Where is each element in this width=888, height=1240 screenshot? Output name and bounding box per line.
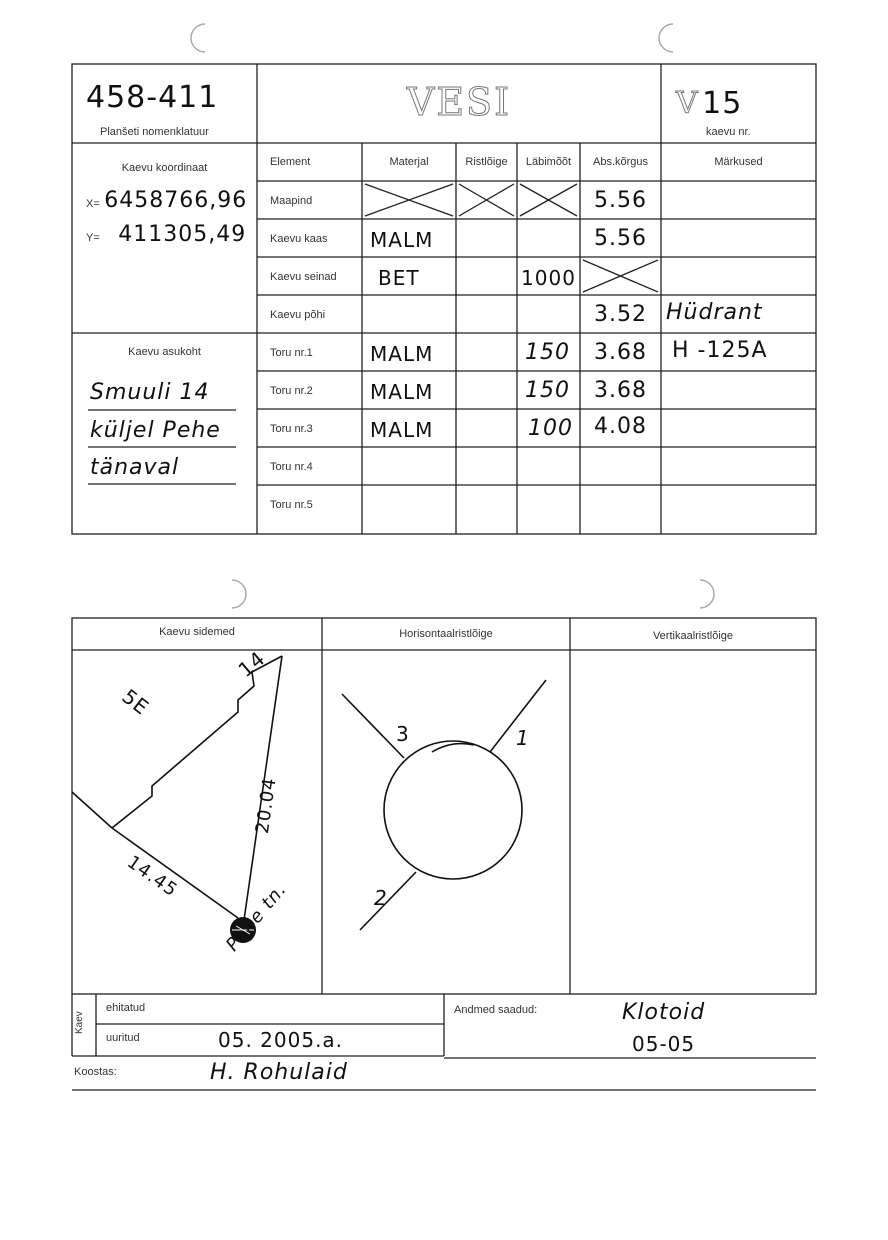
row-korgus: 4.08 xyxy=(594,414,647,439)
location-caption: Kaevu asukoht xyxy=(128,346,201,358)
well-prefix: V xyxy=(676,86,698,121)
house-label: 14 xyxy=(233,645,270,683)
col-labimoot: Läbimõõt xyxy=(525,156,572,168)
col-markused: Märkused xyxy=(714,156,763,168)
row-element: Kaevu seinad xyxy=(270,271,337,283)
footer-side-label: Kaev xyxy=(74,1011,85,1034)
row-korgus: 3.68 xyxy=(594,340,647,365)
pipe-label-3: 3 xyxy=(396,722,410,746)
distance-a-label: 20.04 xyxy=(251,776,281,835)
row-labimoot: 150 xyxy=(525,378,570,403)
location-line-3: tänaval xyxy=(90,455,180,480)
row-element: Kaevu kaas xyxy=(270,233,328,245)
row-labimoot: 150 xyxy=(525,340,570,365)
y-value: 411305,49 xyxy=(118,222,247,247)
col-materjal: Materjal xyxy=(389,156,429,168)
built-label: ehitatud xyxy=(106,1002,146,1014)
col-element: Element xyxy=(270,156,311,168)
row-labimoot: 1000 xyxy=(521,266,576,290)
row-materjal: MALM xyxy=(370,380,434,404)
sidemed-title: Kaevu sidemed xyxy=(159,626,235,638)
row-element: Maapind xyxy=(270,195,313,207)
row-materjal: MALM xyxy=(370,342,434,366)
row-materjal: MALM xyxy=(370,228,434,252)
row-korgus: 5.56 xyxy=(594,226,647,251)
compiled-value: H. Rohulaid xyxy=(210,1060,348,1085)
y-label: Y= xyxy=(86,232,100,244)
coordinates-caption: Kaevu koordinaat xyxy=(121,162,208,174)
pipe-label-2: 2 xyxy=(374,886,388,910)
row-materjal: MALM xyxy=(370,418,434,442)
row-element: Kaevu põhi xyxy=(270,309,326,321)
street-label: 5E xyxy=(117,684,154,720)
row-element: Toru nr.5 xyxy=(270,499,313,511)
row-korgus: 3.52 xyxy=(594,302,647,327)
row-markused: Hüdrant xyxy=(666,300,763,325)
row-element: Toru nr.3 xyxy=(270,423,313,435)
row-element: Toru nr.4 xyxy=(270,461,313,473)
data-source-date: 05-05 xyxy=(632,1032,696,1056)
measured-value: 05. 2005.a. xyxy=(218,1028,344,1052)
row-element: Toru nr.1 xyxy=(270,347,313,359)
data-source-label: Andmed saadud: xyxy=(454,1004,538,1016)
row-markused: H -125A xyxy=(672,338,768,363)
well-number: 15 xyxy=(702,86,743,121)
measured-label: uuritud xyxy=(106,1032,140,1044)
pipe-label-1: 1 xyxy=(516,726,530,750)
compiled-label: Koostas: xyxy=(74,1066,117,1078)
well-note-label: Pehe tn. xyxy=(222,878,292,956)
data-source-value: Klotoid xyxy=(622,1000,706,1025)
plan-caption: Planšeti nomenklatuur xyxy=(100,126,209,138)
location-line-1: Smuuli 14 xyxy=(90,380,210,405)
row-korgus: 5.56 xyxy=(594,188,647,213)
plan-number: 458-411 xyxy=(86,80,219,115)
well-caption: kaevu nr. xyxy=(706,126,751,138)
row-labimoot: 100 xyxy=(528,416,573,441)
distance-b-label: 14.45 xyxy=(123,851,182,902)
row-korgus: 3.68 xyxy=(594,378,647,403)
vertical-section-title: Vertikaalristlõige xyxy=(652,630,734,642)
x-value: 6458766,96 xyxy=(104,188,248,213)
page-title: VESI xyxy=(406,80,512,124)
location-line-2: küljel Pehe xyxy=(90,418,221,443)
x-label: X= xyxy=(86,198,100,210)
row-element: Toru nr.2 xyxy=(270,385,313,397)
col-ristloige: Ristlõige xyxy=(465,156,508,168)
row-materjal: BET xyxy=(378,266,420,290)
col-korgus: Abs.kõrgus xyxy=(592,156,649,168)
horizontal-section-title: Horisontaalristlõige xyxy=(399,628,493,640)
